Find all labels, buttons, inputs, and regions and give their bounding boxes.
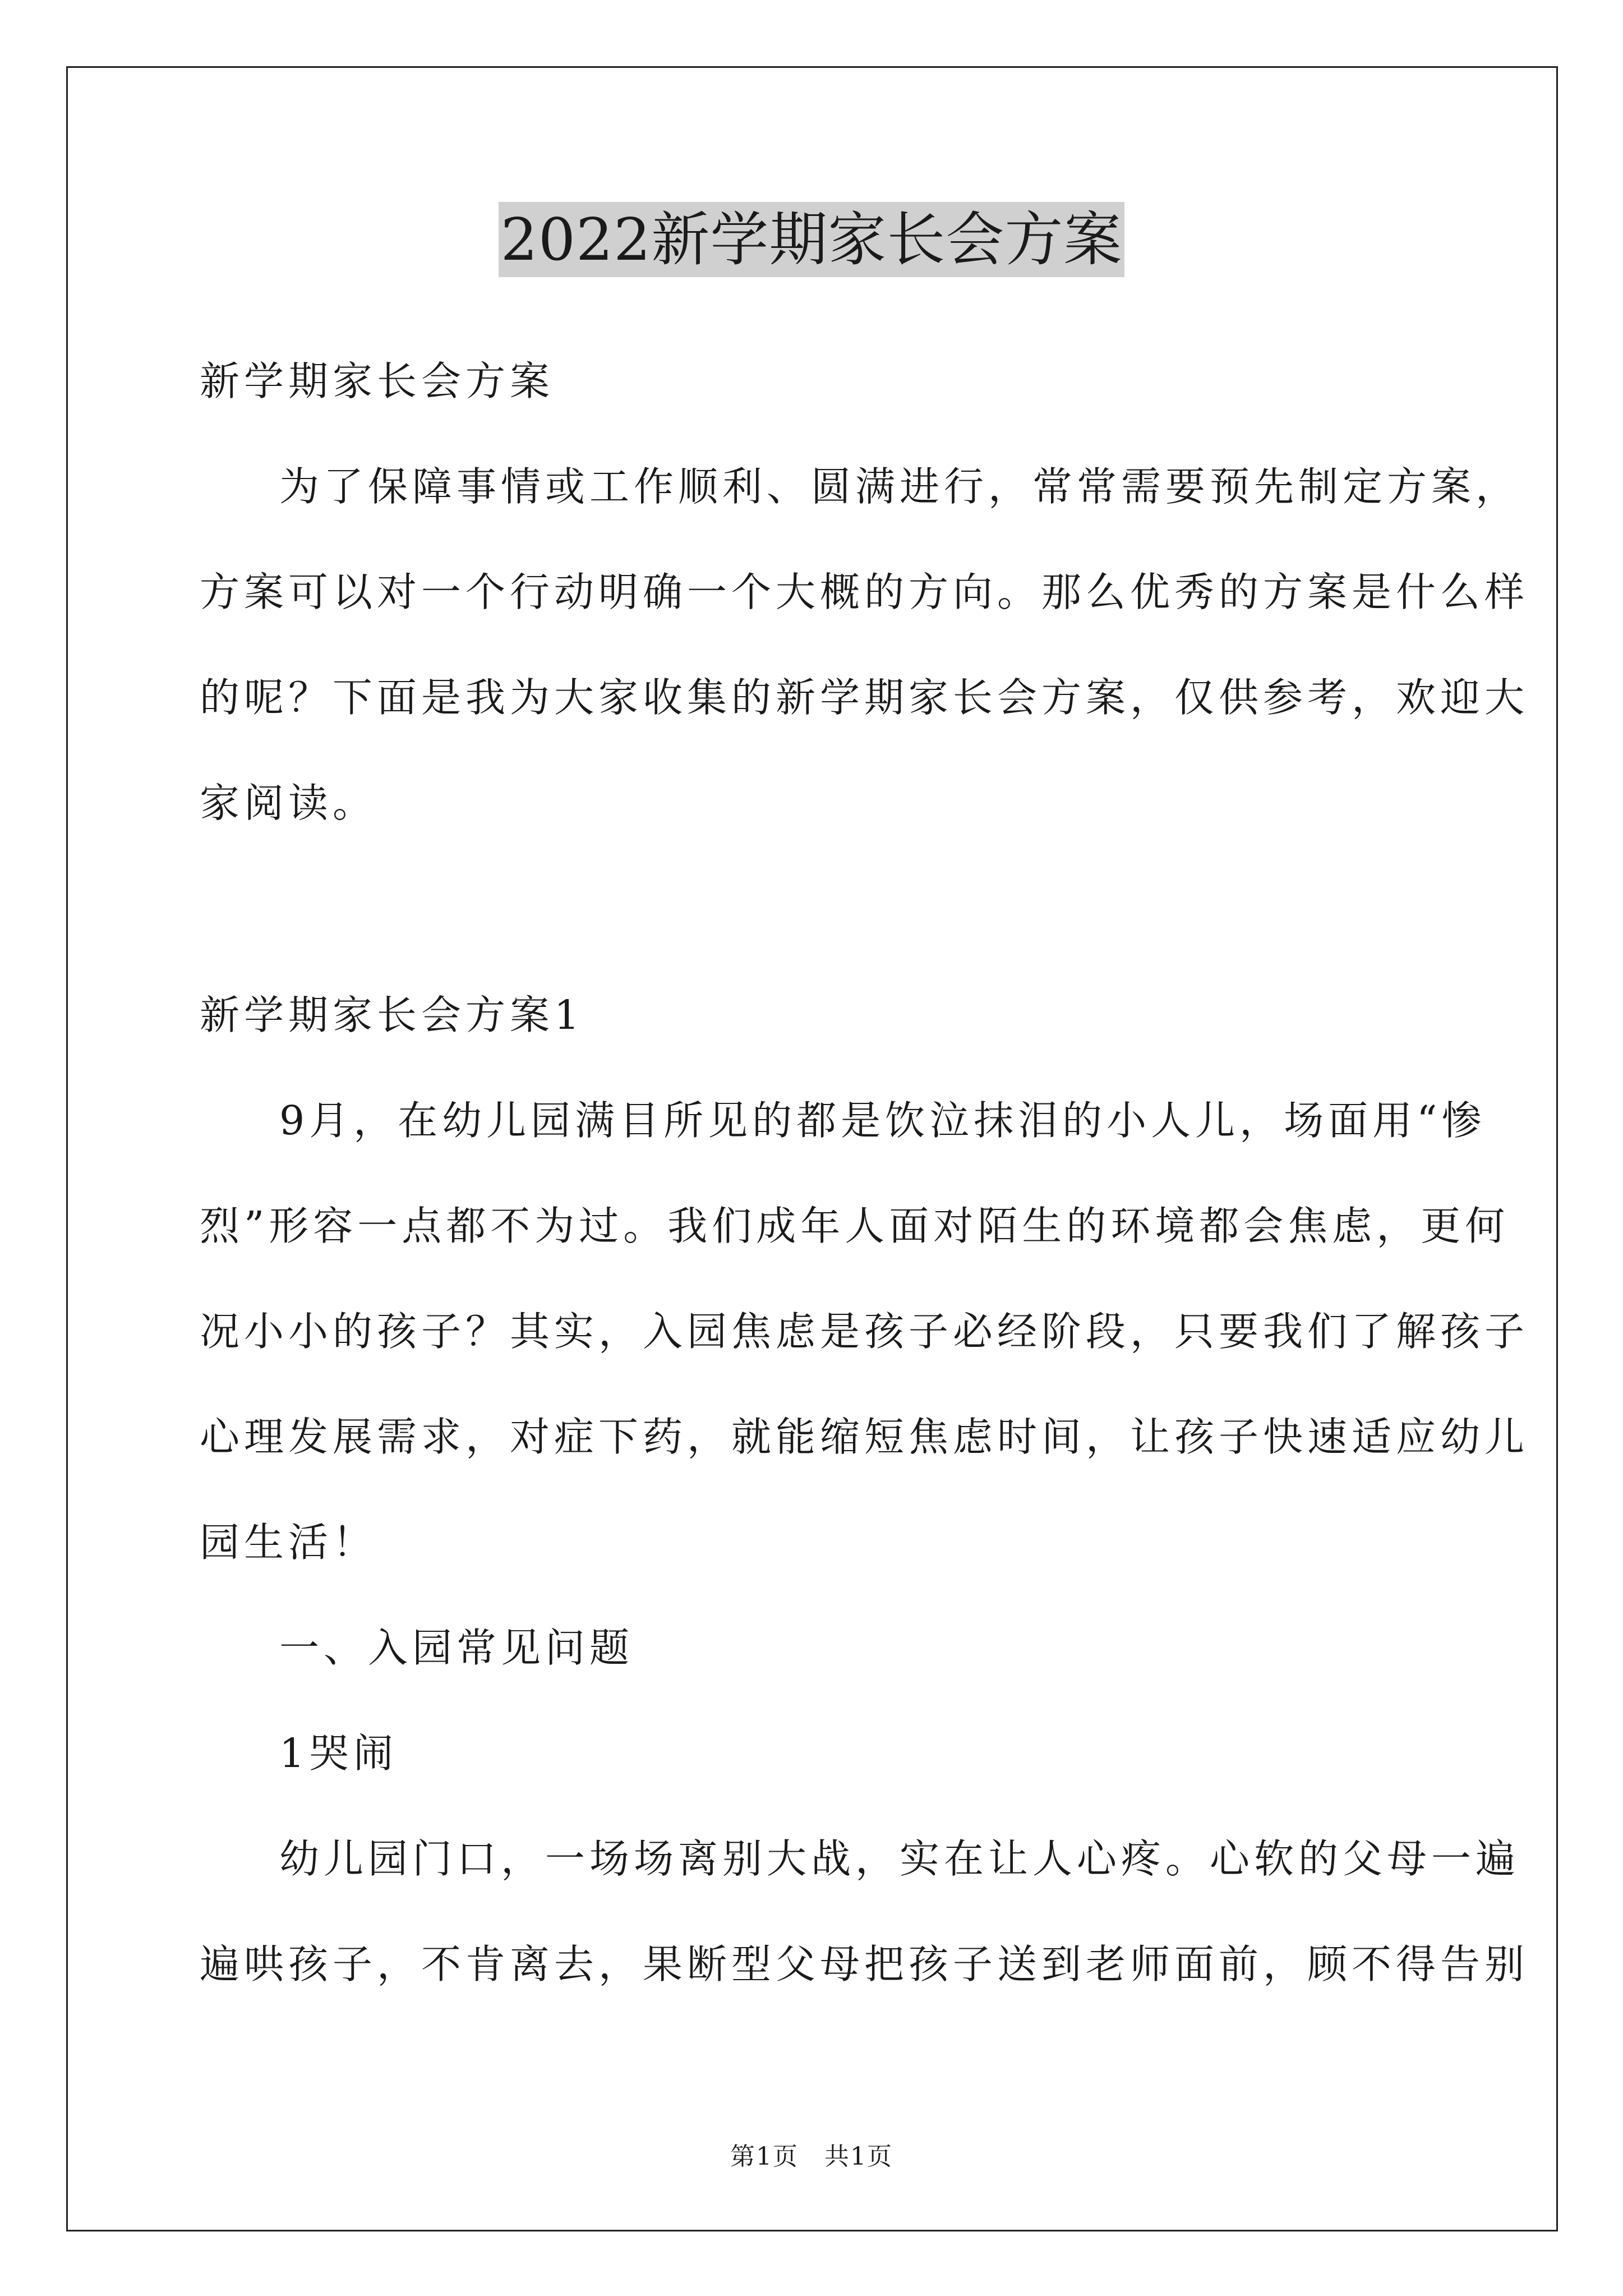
title-container [0,202,1623,277]
subtitle: 新学期家长会方案 [200,358,555,404]
section-line: 园生活！ [200,1519,377,1566]
body-line: 遍哄孩子，不肯离去，果断型父母把孩子送到老师面前，顾不得告别 [200,1941,1529,1987]
intro-line: 家阅读。 [200,780,377,826]
section-heading: 新学期家长会方案1 [200,992,584,1038]
section-line: 烈”形容一点都不为过。我们成年人面对陌生的环境都会焦虑，更何 [200,1203,1510,1249]
paragraph-gap [200,875,1433,982]
subheading-common-problems: 一、入园常见问题 [279,1625,634,1671]
intro-line: 为了保障事情或工作顺利、圆满进行，常常需要预先制定方案， [279,463,1520,510]
section-line: 9月，在幼儿园满目所见的都是饮泣抹泪的小人儿，场面用“惨 [279,1097,1486,1144]
subheading-crying: 1哭闹 [279,1730,398,1777]
document-title: 2022新学期家长会方案 [499,202,1125,277]
document-body [200,348,1529,2036]
intro-line: 的呢？下面是我为大家收集的新学期家长会方案，仅供参考，欢迎大 [200,674,1529,721]
page-footer: 第1页 共1页 [730,2142,893,2171]
body-line: 幼儿园门口，一场场离别大战，实在让人心疼。心软的父母一遍 [279,1835,1520,1882]
intro-line: 方案可以对一个行动明确一个大概的方向。那么优秀的方案是什么样 [200,569,1529,615]
section-line: 心理发展需求，对症下药，就能缩短焦虑时间，让孩子快速适应幼儿 [200,1414,1529,1460]
section-line: 况小小的孩子？其实，入园焦虑是孩子必经阶段，只要我们了解孩子 [200,1308,1529,1355]
